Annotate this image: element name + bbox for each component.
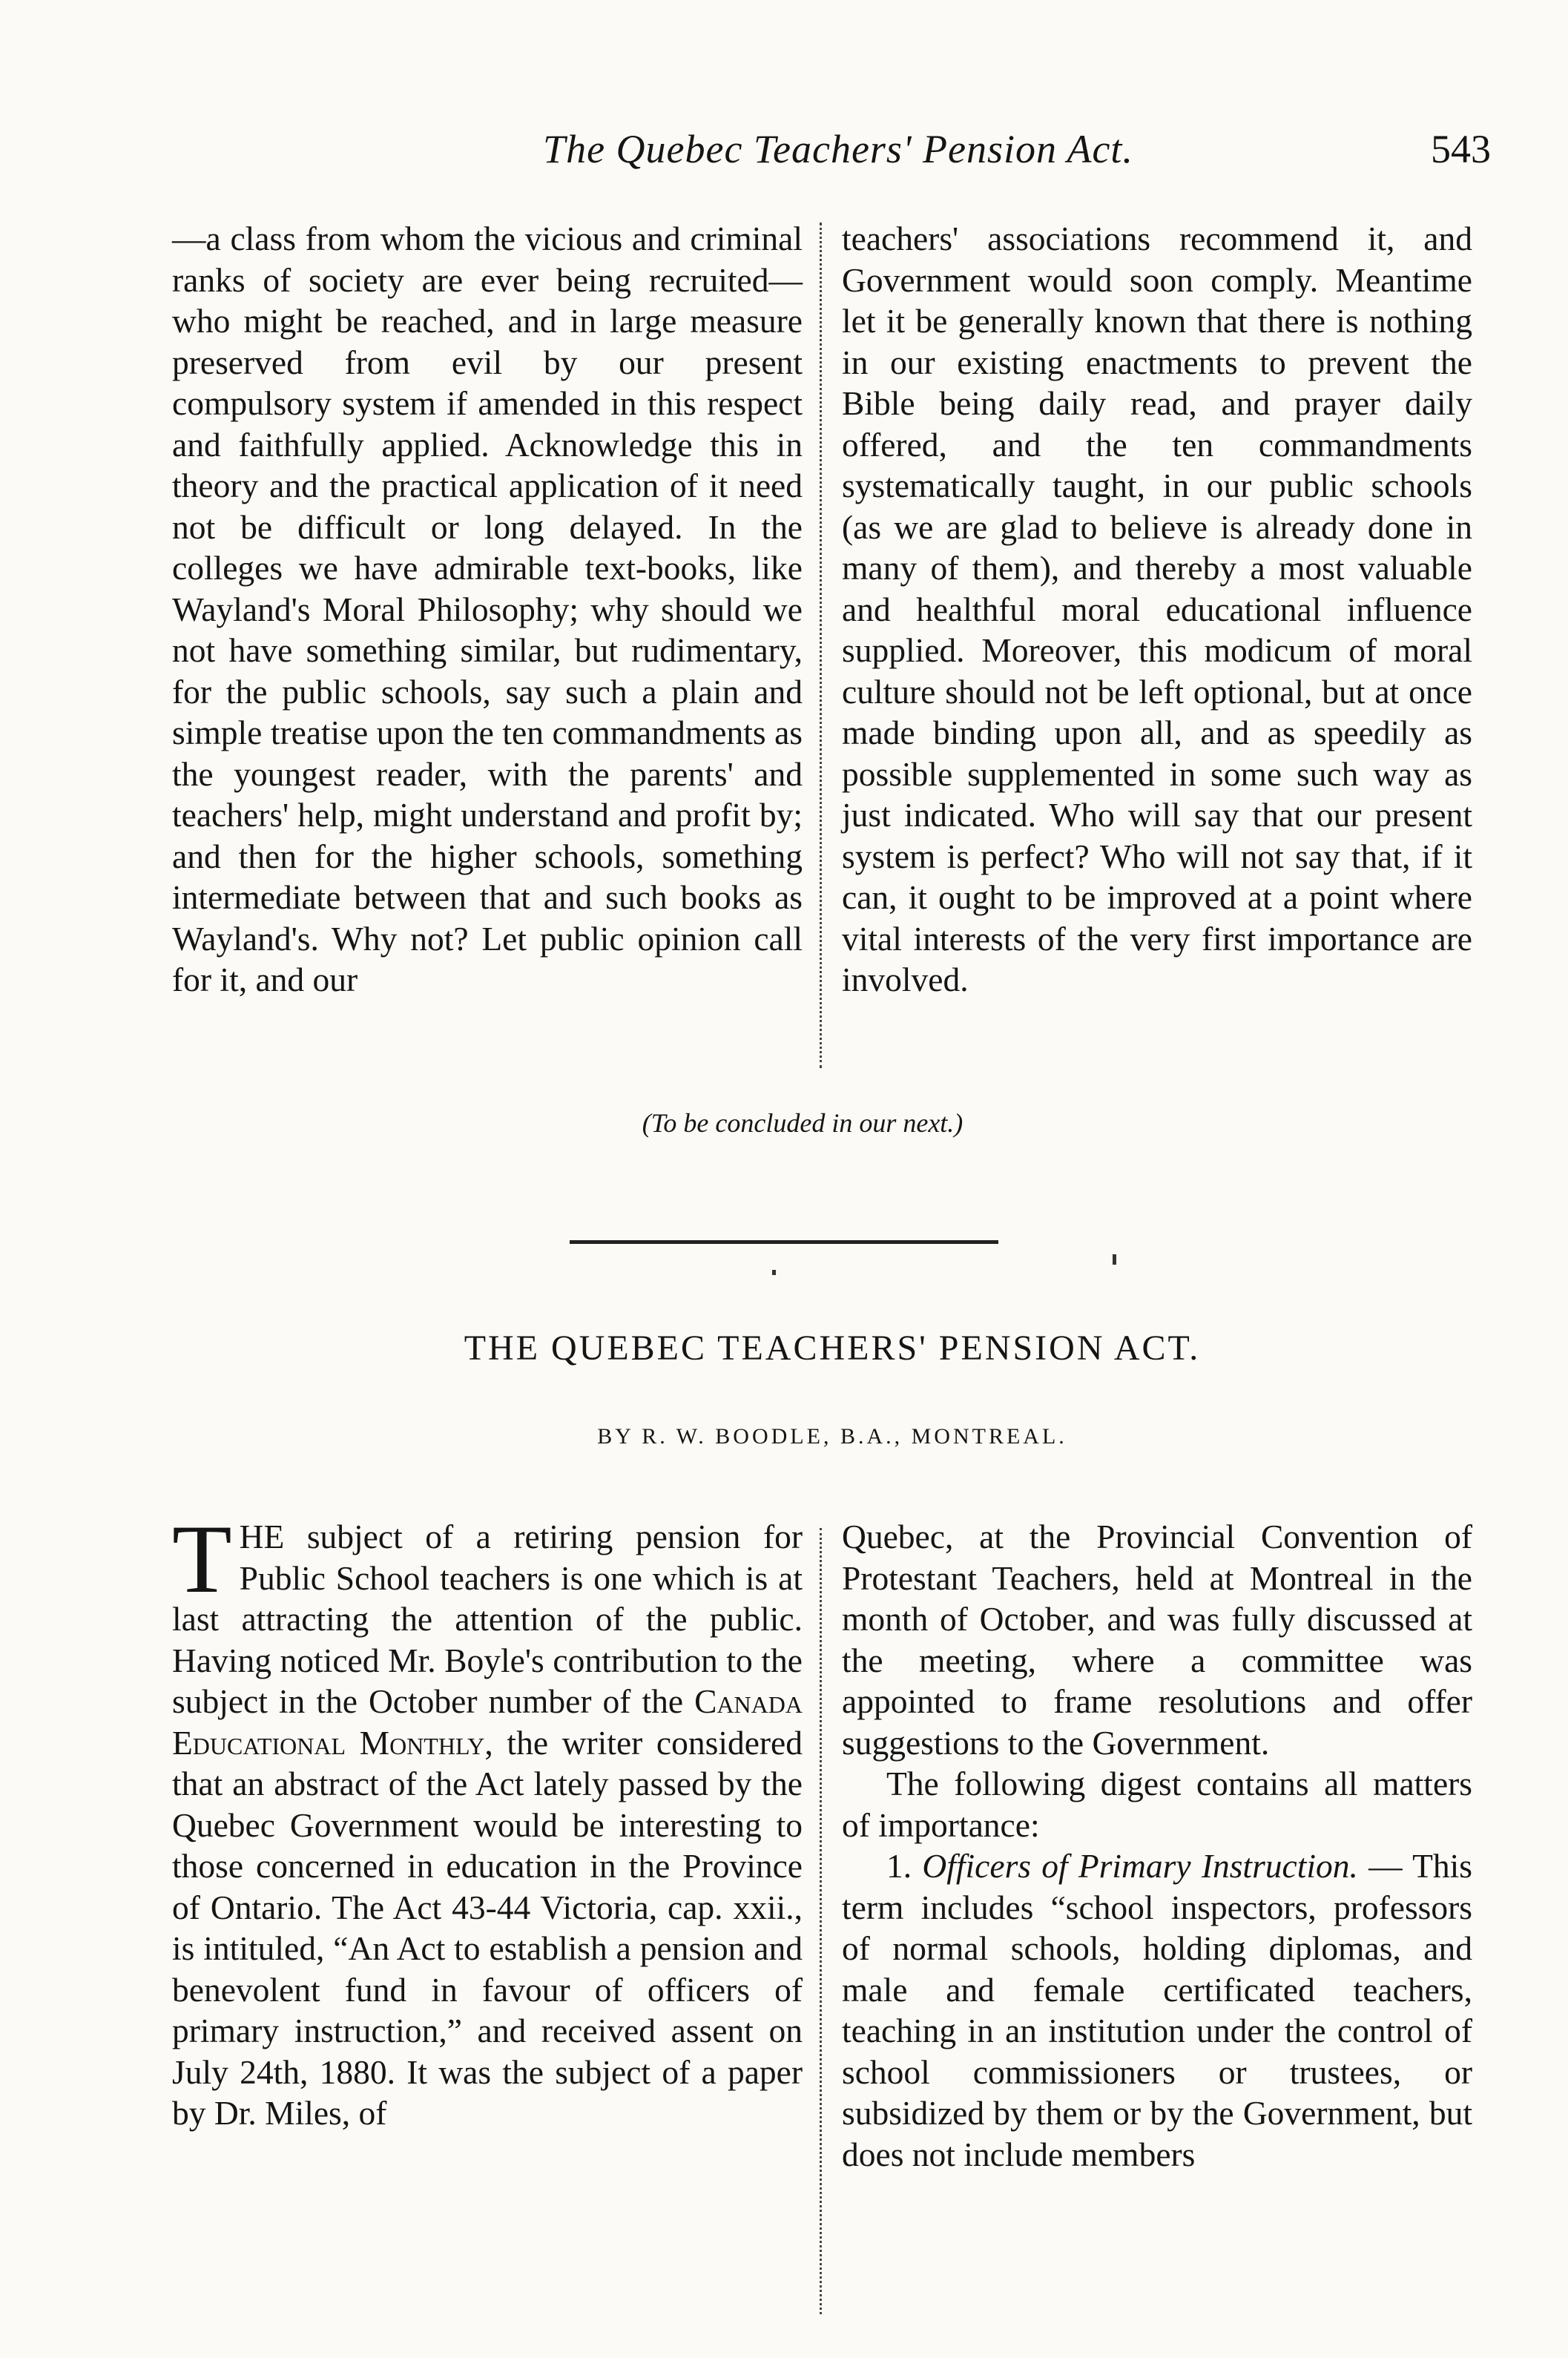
- drop-cap: T: [172, 1504, 232, 1613]
- column-divider: [820, 1528, 822, 2314]
- continuation-note: (To be concluded in our next.): [642, 1108, 963, 1138]
- section-separator-rule: [570, 1240, 998, 1244]
- article-left-column: [172, 1504, 803, 2134]
- separator-ornament: [1113, 1254, 1116, 1265]
- separator-ornament: [772, 1270, 776, 1275]
- running-title: The Quebec Teachers' Pension Act.: [543, 127, 1133, 171]
- article-text: HE subject of a retiring pension for Public School teachers is one which is at last attracting the attention of the public. Having noticed Mr. Boyle's contribution to the subject in the October number of the: [172, 1518, 803, 1720]
- previous-article-right-text: teachers' associations recommend it, and Government would soon comply. Meantime let it be generally known that there is nothing in our existing enactments to prevent the Bible being daily read, and prayer daily offered, and the ten commandments systematically taught, in our public schools (as we are glad to believe is already done in many of them), and thereby a most valuable and healthful moral educational influence supplied. Moreover, this modicum of moral culture should not be left optional, but at once made binding upon all, and as speedily as possible supplemented in some such way as just indicated. Who will say that our present system is perfect? Who will not say that, if it can, it ought to be improved at a point where vital interests of the very first importance are involved.: [842, 220, 1472, 998]
- page-number: 543: [1431, 127, 1491, 171]
- magazine-name: Canada Educational Monthly: [172, 1682, 803, 1762]
- article-byline: BY R. W. BOODLE, B.A., MONTREAL.: [597, 1424, 1067, 1449]
- article-paragraph: Quebec, at the Provincial Convention of Protestant Teachers, held at Montreal in the month of October, and was fully discussed at the meeting, where a committee was appointed to frame resolutions and offer suggestions to the Government.: [842, 1518, 1472, 1762]
- article-opening-paragraph: [172, 1504, 803, 2134]
- article-paragraph: [842, 1845, 1472, 2175]
- article-title: THE QUEBEC TEACHERS' PENSION ACT.: [464, 1328, 1201, 1368]
- section-number: 1.: [886, 1847, 923, 1885]
- article-text: , the writer considered that an abstract of the Act lately passed by the Quebec Government would be interesting to those concerned in education in the Province of Ontario. The Act 43-44 Victoria, cap. xxii., is intituled, “An Act to establish a pension and benevolent fund in favour of officers of primary instruction,” and received assent on July 24th, 1880. It was the subject of a paper by Dr. Miles, of: [172, 1723, 803, 2132]
- article-right-column: [842, 1516, 1472, 2175]
- article-paragraph: The following digest contains all matters of importance:: [842, 1765, 1472, 1844]
- section-heading: Officers of Primary Instruction.: [922, 1847, 1358, 1885]
- previous-article-left-column: [172, 218, 803, 1001]
- previous-article-left-text: —a class from whom the vicious and criminal ranks of society are ever being recruited—who might be reached, and in large measure preserved from evil by our present compulsory system if amended in this respect and faithfully applied. Acknowledge this in theory and the practical application of it need not be difficult or long delayed. In the colleges we have admirable text-books, like Wayland's Moral Philosophy; why should we not have something similar, but rudimentary, for the public schools, say such a plain and simple treatise upon the ten commandments as the youngest reader, with the parents' and teachers' help, might understand and profit by; and then for the higher schools, something intermediate between that and such books as Wayland's. Why not? Let public opinion call for it, and our: [172, 220, 803, 998]
- previous-article-right-column: [842, 218, 1472, 1001]
- running-head: [171, 126, 1491, 178]
- article-text: — This term includes “school inspectors, professors of normal schools, holding diplomas, and male and female certificated teachers, teaching in an institution under the control of school commissioners or trustees, or subsidized by them or by the Government, but does not include members: [842, 1847, 1472, 2173]
- column-divider: [820, 223, 822, 1068]
